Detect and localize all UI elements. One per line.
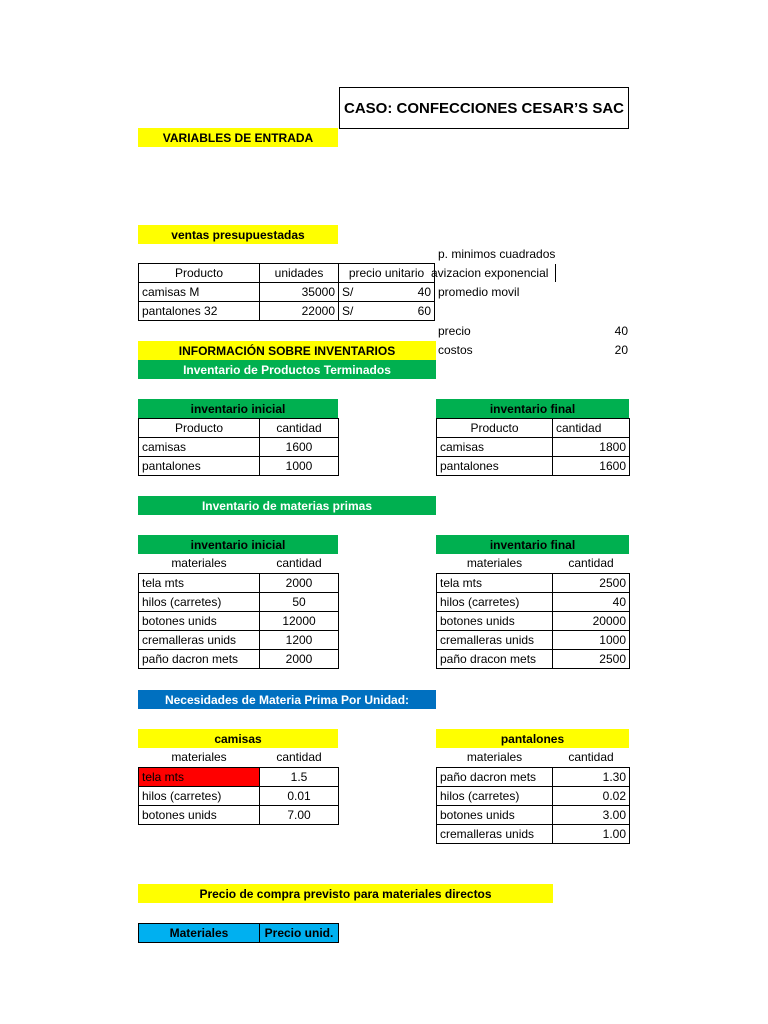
table-row <box>139 767 339 786</box>
cell[interactable]: 40 <box>553 592 630 611</box>
cell[interactable]: botones unids <box>139 611 260 630</box>
cell[interactable]: 2500 <box>553 573 630 592</box>
precio-label: precio <box>438 324 471 338</box>
cell[interactable]: camisas M <box>139 283 260 302</box>
table-row <box>437 438 630 457</box>
cell[interactable]: 35000 <box>260 283 339 302</box>
cursor-caret <box>555 264 556 282</box>
cell[interactable]: 1600 <box>553 457 630 476</box>
precio-compra-label: Precio de compra previsto para materiales directos <box>138 884 553 903</box>
inv-materias-primas-label: Inventario de materias primas <box>138 496 436 515</box>
cell[interactable]: 50 <box>260 592 339 611</box>
table-row <box>139 283 435 302</box>
table-row <box>139 438 339 457</box>
table-row <box>139 786 339 805</box>
prod-final-title: inventario final <box>436 399 629 418</box>
table-row <box>139 302 435 321</box>
materiales-precio-table <box>138 923 339 943</box>
cell[interactable]: paño dacron mets <box>139 649 260 668</box>
table-row <box>437 805 630 824</box>
cell[interactable]: S/ <box>339 302 379 321</box>
cell[interactable]: 40 <box>379 283 435 302</box>
costos-label: costos <box>438 343 473 357</box>
cell[interactable]: camisas <box>139 438 260 457</box>
metodo-promedio-movil: promedio movil <box>438 285 520 299</box>
cell[interactable]: botones unids <box>437 805 553 824</box>
prod-inicial-table <box>138 418 339 476</box>
cell[interactable]: cremalleras unids <box>437 630 553 649</box>
table-row <box>437 786 630 805</box>
cell[interactable]: 3.00 <box>553 805 630 824</box>
cell[interactable]: 22000 <box>260 302 339 321</box>
header-precio-unitario: precio unitario <box>339 264 435 283</box>
cell[interactable]: 1800 <box>553 438 630 457</box>
cell[interactable]: 0.02 <box>553 786 630 805</box>
pantalones-table <box>436 748 630 844</box>
necesidades-label: Necesidades de Materia Prima Por Unidad: <box>138 690 436 709</box>
header-materiales: materiales <box>171 556 227 571</box>
cell[interactable]: 1000 <box>553 630 630 649</box>
mp-final-title: inventario final <box>436 535 629 554</box>
cell[interactable]: S/ <box>339 283 379 302</box>
prod-inicial-title: inventario inicial <box>138 399 338 418</box>
cell[interactable]: camisas <box>437 438 553 457</box>
header-cantidad: cantidad <box>553 419 630 438</box>
table-row <box>139 805 339 824</box>
table-row <box>437 824 630 843</box>
cell[interactable]: botones unids <box>437 611 553 630</box>
table-row <box>139 457 339 476</box>
header-cantidad: cantidad <box>260 419 339 438</box>
table-row <box>139 649 339 668</box>
table-row <box>437 611 630 630</box>
header-producto: Producto <box>139 419 260 438</box>
page-title: CASO: CONFECCIONES CESAR’S SAC <box>339 87 629 129</box>
cell[interactable]: 0.01 <box>260 786 339 805</box>
cell[interactable]: cremalleras unids <box>139 630 260 649</box>
cell[interactable]: hilos (carretes) <box>437 592 553 611</box>
metodo-minimos-cuadrados: p. minimos cuadrados <box>438 247 556 261</box>
header-cantidad: cantidad <box>276 556 322 571</box>
cell[interactable]: hilos (carretes) <box>139 592 260 611</box>
cell[interactable]: 2000 <box>260 573 339 592</box>
cell[interactable]: 2500 <box>553 649 630 668</box>
ventas-label: ventas presupuestadas <box>138 225 338 244</box>
cell[interactable]: 1000 <box>260 457 339 476</box>
table-row <box>437 457 630 476</box>
header-producto: Producto <box>139 264 260 283</box>
cell[interactable]: cremalleras unids <box>437 824 553 843</box>
cell-selected[interactable]: tela mts <box>139 767 260 786</box>
header-materiales: materiales <box>466 556 523 571</box>
header-cantidad: cantidad <box>276 750 322 765</box>
table-row <box>139 573 339 592</box>
costos-value: 20 <box>614 343 628 357</box>
cell[interactable]: 2000 <box>260 649 339 668</box>
mp-inicial-title: inventario inicial <box>138 535 338 554</box>
header-materiales: materiales <box>171 750 227 765</box>
cell[interactable]: 60 <box>379 302 435 321</box>
cell[interactable]: botones unids <box>139 805 260 824</box>
variables-entrada-label: VARIABLES DE ENTRADA <box>138 128 338 147</box>
cell[interactable]: tela mts <box>437 573 553 592</box>
cell[interactable]: paño dacron mets <box>437 767 553 786</box>
cell[interactable]: pantalones <box>139 457 260 476</box>
ventas-table <box>138 263 435 321</box>
table-row <box>437 649 630 668</box>
pantalones-title: pantalones <box>436 729 629 748</box>
table-row <box>437 592 630 611</box>
table-row <box>437 767 630 786</box>
inv-prod-terminados-label: Inventario de Productos Terminados <box>138 360 436 379</box>
table-row <box>139 611 339 630</box>
mp-final-table <box>436 554 630 669</box>
metodo-suavizacion: avizacion exponencial <box>431 266 549 280</box>
cell[interactable]: pantalones 32 <box>139 302 260 321</box>
header-cantidad: cantidad <box>568 556 614 571</box>
mp-inicial-table <box>138 554 339 669</box>
header-cantidad: cantidad <box>568 750 614 765</box>
cell[interactable]: 7.00 <box>260 805 339 824</box>
cell[interactable]: pantalones <box>437 457 553 476</box>
header-materiales: Materiales <box>139 924 260 943</box>
table-row <box>139 592 339 611</box>
camisas-title: camisas <box>138 729 338 748</box>
cell[interactable]: 12000 <box>260 611 339 630</box>
table-row <box>437 630 630 649</box>
info-inventarios-label: INFORMACIÓN SOBRE INVENTARIOS <box>138 341 436 360</box>
cell[interactable]: 1.30 <box>553 767 630 786</box>
table-row <box>139 630 339 649</box>
cell[interactable]: 1600 <box>260 438 339 457</box>
camisas-table <box>138 748 339 825</box>
cell[interactable]: 1200 <box>260 630 339 649</box>
cell[interactable]: paño dracon mets <box>437 649 553 668</box>
cell[interactable]: hilos (carretes) <box>437 786 553 805</box>
prod-final-table <box>436 418 630 476</box>
cell[interactable]: hilos (carretes) <box>139 786 260 805</box>
header-precio-unid: Precio unid. <box>260 924 339 943</box>
cell[interactable]: 20000 <box>553 611 630 630</box>
header-unidades: unidades <box>260 264 339 283</box>
cell[interactable]: 1.5 <box>260 767 339 786</box>
header-producto: Producto <box>437 419 553 438</box>
cell[interactable]: 1.00 <box>553 824 630 843</box>
cell[interactable]: tela mts <box>139 573 260 592</box>
table-row <box>437 573 630 592</box>
header-materiales: materiales <box>466 750 523 765</box>
precio-value: 40 <box>614 324 628 338</box>
